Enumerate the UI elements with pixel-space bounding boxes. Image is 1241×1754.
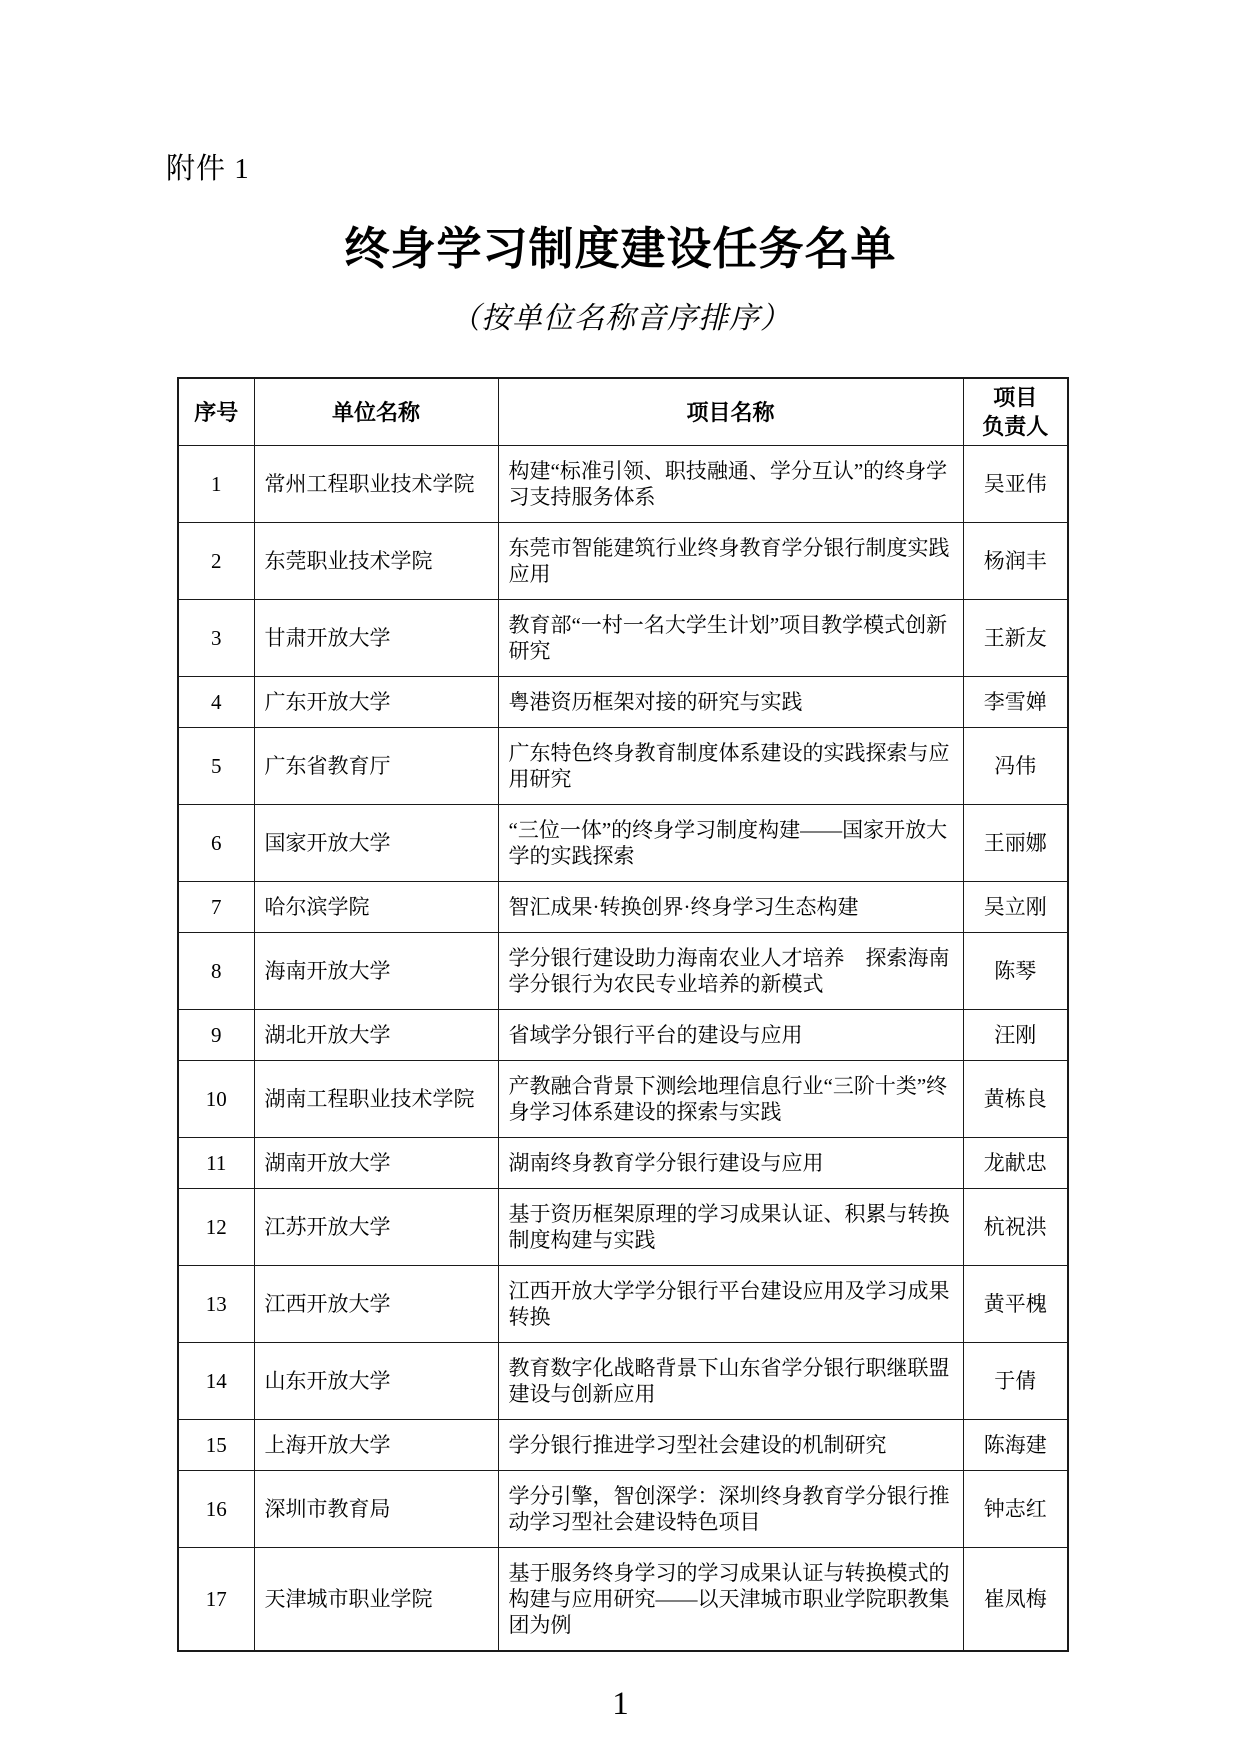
cell-unit-name: 深圳市教育局 bbox=[254, 1471, 498, 1548]
cell-unit-name: 江西开放大学 bbox=[254, 1266, 498, 1343]
table-row bbox=[178, 446, 1068, 523]
page-title: 终身学习制度建设任务名单 bbox=[344, 224, 897, 274]
cell-project-leader: 黄平槐 bbox=[963, 1266, 1068, 1343]
table-row bbox=[178, 1138, 1068, 1189]
column-header-index: 序号 bbox=[178, 378, 254, 446]
cell-unit-name: 湖南开放大学 bbox=[254, 1138, 498, 1189]
table-row bbox=[178, 1420, 1068, 1471]
cell-unit-name: 海南开放大学 bbox=[254, 933, 498, 1010]
cell-index: 2 bbox=[178, 523, 254, 600]
cell-project-name: 东莞市智能建筑行业终身教育学分银行制度实践应用 bbox=[498, 523, 963, 600]
table-row bbox=[178, 882, 1068, 933]
cell-project-leader: 王丽娜 bbox=[963, 805, 1068, 882]
cell-unit-name: 天津城市职业学院 bbox=[254, 1548, 498, 1652]
cell-project-name: 湖南终身教育学分银行建设与应用 bbox=[498, 1138, 963, 1189]
task-table bbox=[177, 377, 1069, 1652]
table-header-row bbox=[178, 378, 1068, 446]
cell-index: 1 bbox=[178, 446, 254, 523]
cell-project-name: 广东特色终身教育制度体系建设的实践探索与应用研究 bbox=[498, 728, 963, 805]
cell-project-leader: 黄栋良 bbox=[963, 1061, 1068, 1138]
cell-project-leader: 于倩 bbox=[963, 1343, 1068, 1420]
cell-unit-name: 东莞职业技术学院 bbox=[254, 523, 498, 600]
cell-unit-name: 广东省教育厅 bbox=[254, 728, 498, 805]
cell-index: 17 bbox=[178, 1548, 254, 1652]
cell-index: 5 bbox=[178, 728, 254, 805]
cell-project-leader: 杨润丰 bbox=[963, 523, 1068, 600]
cell-project-leader: 汪刚 bbox=[963, 1010, 1068, 1061]
cell-index: 16 bbox=[178, 1471, 254, 1548]
cell-project-name: 省域学分银行平台的建设与应用 bbox=[498, 1010, 963, 1061]
cell-index: 12 bbox=[178, 1189, 254, 1266]
cell-project-leader: 陈海建 bbox=[963, 1420, 1068, 1471]
cell-project-name: 产教融合背景下测绘地理信息行业“三阶十类”终身学习体系建设的探索与实践 bbox=[498, 1061, 963, 1138]
table-row bbox=[178, 805, 1068, 882]
attachment-label: 附件 1 bbox=[166, 153, 250, 185]
cell-index: 15 bbox=[178, 1420, 254, 1471]
cell-project-leader: 钟志红 bbox=[963, 1471, 1068, 1548]
table-row bbox=[178, 1343, 1068, 1420]
table-row bbox=[178, 728, 1068, 805]
cell-index: 11 bbox=[178, 1138, 254, 1189]
cell-unit-name: 山东开放大学 bbox=[254, 1343, 498, 1420]
cell-project-name: 基于服务终身学习的学习成果认证与转换模式的构建与应用研究——以天津城市职业学院职教集团为例 bbox=[498, 1548, 963, 1652]
cell-index: 14 bbox=[178, 1343, 254, 1420]
cell-project-leader: 吴亚伟 bbox=[963, 446, 1068, 523]
table-row bbox=[178, 933, 1068, 1010]
column-header-leader bbox=[963, 378, 1068, 446]
cell-project-name: 学分引擎，智创深学：深圳终身教育学分银行推动学习型社会建设特色项目 bbox=[498, 1471, 963, 1548]
cell-unit-name: 国家开放大学 bbox=[254, 805, 498, 882]
page-number: 1 bbox=[612, 1686, 629, 1722]
cell-unit-name: 上海开放大学 bbox=[254, 1420, 498, 1471]
table-row bbox=[178, 1266, 1068, 1343]
cell-project-leader: 杭祝洪 bbox=[963, 1189, 1068, 1266]
cell-project-name: 学分银行推进学习型社会建设的机制研究 bbox=[498, 1420, 963, 1471]
cell-project-leader: 崔凤梅 bbox=[963, 1548, 1068, 1652]
subtitle: （按单位名称音序排序） bbox=[450, 302, 791, 335]
cell-index: 9 bbox=[178, 1010, 254, 1061]
cell-unit-name: 江苏开放大学 bbox=[254, 1189, 498, 1266]
table-row bbox=[178, 523, 1068, 600]
cell-project-name: 教育数字化战略背景下山东省学分银行职继联盟建设与创新应用 bbox=[498, 1343, 963, 1420]
table-row bbox=[178, 677, 1068, 728]
cell-unit-name: 湖南工程职业技术学院 bbox=[254, 1061, 498, 1138]
column-header-unit: 单位名称 bbox=[254, 378, 498, 446]
table-row bbox=[178, 1548, 1068, 1652]
cell-project-name: 智汇成果·转换创界·终身学习生态构建 bbox=[498, 882, 963, 933]
cell-index: 3 bbox=[178, 600, 254, 677]
cell-project-name: “三位一体”的终身学习制度构建——国家开放大学的实践探索 bbox=[498, 805, 963, 882]
table-row bbox=[178, 1471, 1068, 1548]
cell-unit-name: 甘肃开放大学 bbox=[254, 600, 498, 677]
cell-project-leader: 陈琴 bbox=[963, 933, 1068, 1010]
cell-project-name: 学分银行建设助力海南农业人才培养 探索海南学分银行为农民专业培养的新模式 bbox=[498, 933, 963, 1010]
cell-project-leader: 龙献忠 bbox=[963, 1138, 1068, 1189]
cell-unit-name: 广东开放大学 bbox=[254, 677, 498, 728]
cell-project-leader: 冯伟 bbox=[963, 728, 1068, 805]
cell-index: 8 bbox=[178, 933, 254, 1010]
cell-project-name: 江西开放大学学分银行平台建设应用及学习成果转换 bbox=[498, 1266, 963, 1343]
cell-project-leader: 李雪婵 bbox=[963, 677, 1068, 728]
cell-unit-name: 湖北开放大学 bbox=[254, 1010, 498, 1061]
cell-index: 13 bbox=[178, 1266, 254, 1343]
column-header-project: 项目名称 bbox=[498, 378, 963, 446]
cell-project-name: 教育部“一村一名大学生计划”项目教学模式创新研究 bbox=[498, 600, 963, 677]
cell-unit-name: 常州工程职业技术学院 bbox=[254, 446, 498, 523]
cell-project-leader: 吴立刚 bbox=[963, 882, 1068, 933]
cell-index: 6 bbox=[178, 805, 254, 882]
table-row bbox=[178, 600, 1068, 677]
table-row bbox=[178, 1189, 1068, 1266]
cell-index: 10 bbox=[178, 1061, 254, 1138]
cell-project-name: 基于资历框架原理的学习成果认证、积累与转换制度构建与实践 bbox=[498, 1189, 963, 1266]
cell-project-leader: 王新友 bbox=[963, 600, 1068, 677]
cell-index: 4 bbox=[178, 677, 254, 728]
column-header-leader-line2: 负责人 bbox=[982, 414, 1049, 439]
table-row bbox=[178, 1061, 1068, 1138]
cell-unit-name: 哈尔滨学院 bbox=[254, 882, 498, 933]
cell-index: 7 bbox=[178, 882, 254, 933]
cell-project-name: 粤港资历框架对接的研究与实践 bbox=[498, 677, 963, 728]
cell-project-name: 构建“标准引领、职技融通、学分互认”的终身学习支持服务体系 bbox=[498, 446, 963, 523]
table-row bbox=[178, 1010, 1068, 1061]
column-header-leader-line1: 项目 bbox=[993, 385, 1038, 410]
